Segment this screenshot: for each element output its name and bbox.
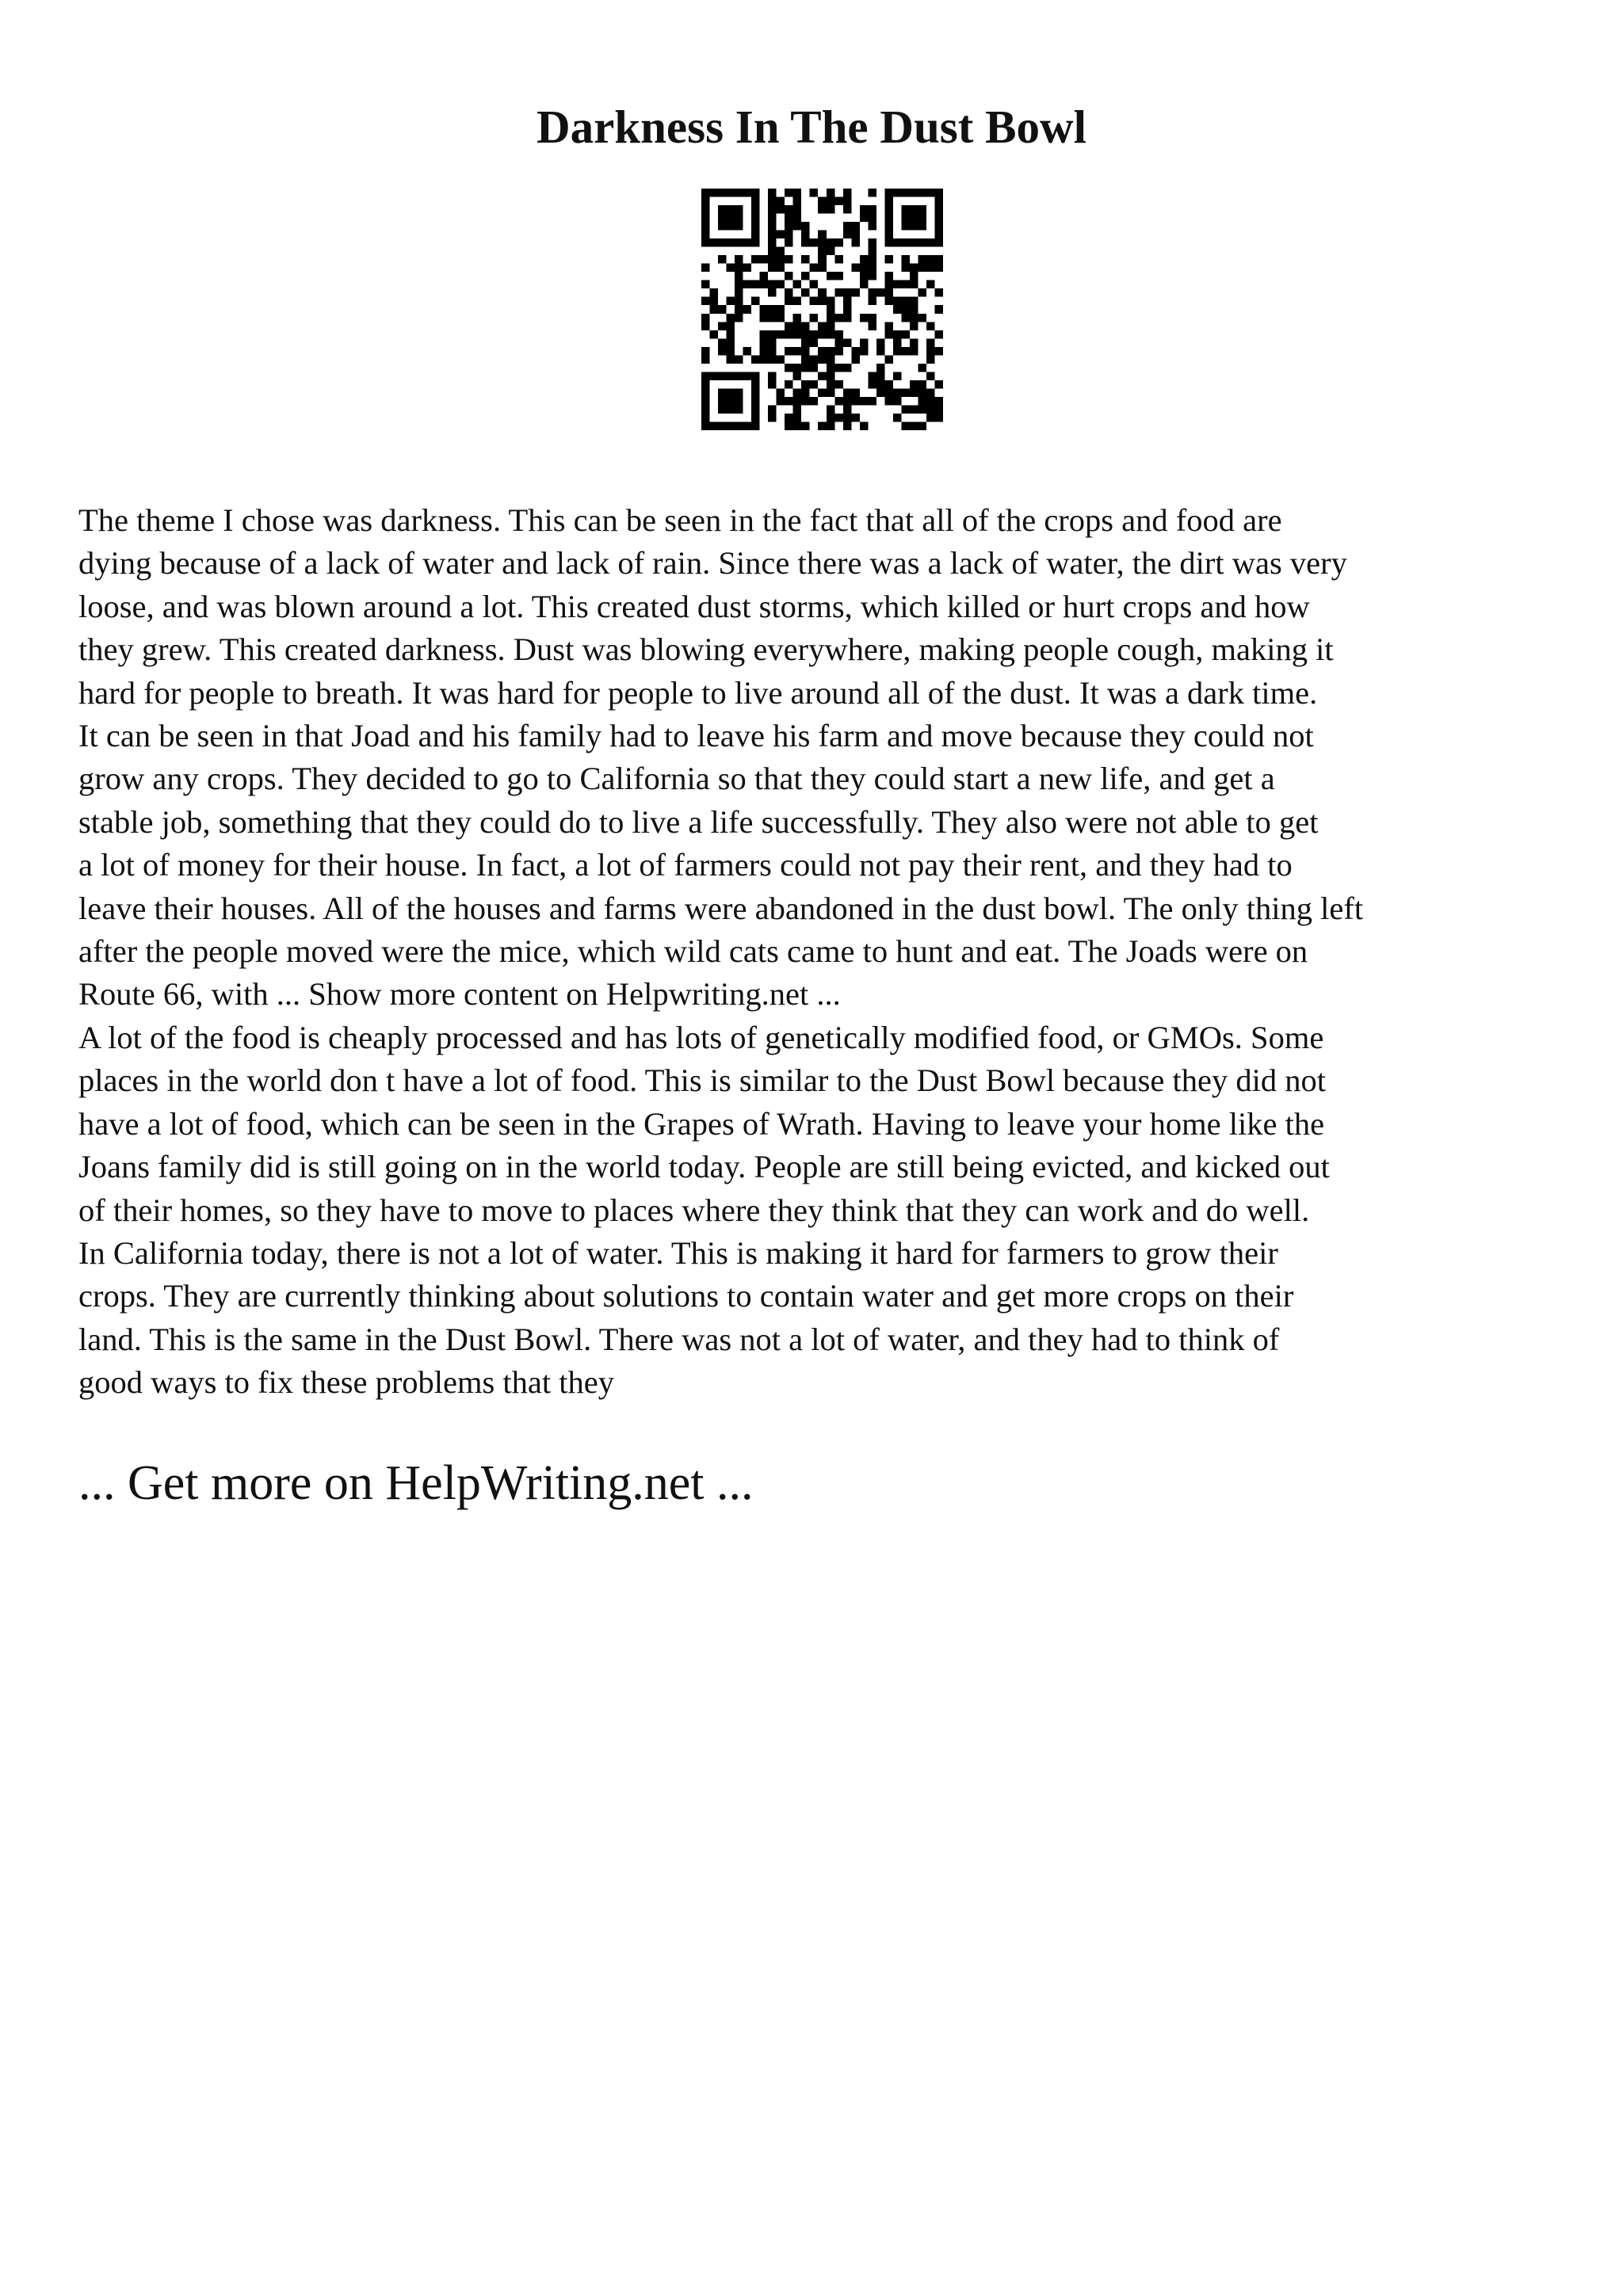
body-line: they grew. This created darkness. Dust was blowing everywhere, making people cough, making it bbox=[78, 631, 1334, 668]
body-line: a lot of money for their house. In fact, a lot of farmers could not pay their rent, and they had to bbox=[78, 847, 1293, 883]
qr-code-icon[interactable] bbox=[701, 189, 943, 430]
document-title: Darkness In The Dust Bowl bbox=[537, 101, 1086, 153]
body-line: In California today, there is not a lot of water. This is making it hard for farmers to grow their bbox=[78, 1234, 1278, 1271]
body-line: leave their houses. All of the houses and farms were abandoned in the dust bowl. The only thing left bbox=[78, 890, 1364, 926]
body-line: It can be seen in that Joad and his family had to leave his farm and move because they could not bbox=[78, 718, 1314, 754]
body-line: loose, and was blown around a lot. This created dust storms, which killed or hurt crops and how bbox=[78, 588, 1310, 624]
get-more-link[interactable]: ... Get more on HelpWriting.net ... bbox=[78, 1456, 754, 1510]
body-line: places in the world don t have a lot of food. This is similar to the Dust Bowl because they did not bbox=[78, 1062, 1326, 1099]
body-line: hard for people to breath. It was hard for people to live around all of the dust. It was a dark time. bbox=[78, 674, 1318, 711]
body-line: stable job, something that they could do to live a life successfully. They also were not able to get bbox=[78, 803, 1319, 840]
body-line: The theme I chose was darkness. This can be seen in the fact that all of the crops and food are bbox=[78, 502, 1282, 538]
body-line: grow any crops. They decided to go to California so that they could start a new life, and get a bbox=[78, 761, 1275, 797]
body-line: have a lot of food, which can be seen in the Grapes of Wrath. Having to leave your home like the bbox=[78, 1105, 1325, 1142]
qr-code-graphic bbox=[701, 189, 943, 430]
body-line: land. This is the same in the Dust Bowl. There was not a lot of water, and they had to think of bbox=[78, 1321, 1280, 1357]
document-body bbox=[78, 499, 1584, 1405]
body-line: Route 66, with ... Show more content on Helpwriting.net ... bbox=[78, 976, 841, 1013]
body-line: good ways to fix these problems that they bbox=[78, 1364, 615, 1401]
body-line: Joans family did is still going on in the world today. People are still being evicted, and kicked out bbox=[78, 1149, 1330, 1185]
body-line: of their homes, so they have to move to places where they think that they can work and do well. bbox=[78, 1192, 1310, 1228]
body-line: crops. They are currently thinking about solutions to contain water and get more crops on their bbox=[78, 1278, 1294, 1314]
body-line: A lot of the food is cheaply processed and has lots of genetically modified food, or GMOs. Some bbox=[78, 1019, 1324, 1055]
body-line: dying because of a lack of water and lack of rain. Since there was a lack of water, the dirt was very bbox=[78, 545, 1347, 582]
body-line: after the people moved were the mice, which wild cats came to hunt and eat. The Joads were on bbox=[78, 933, 1308, 970]
